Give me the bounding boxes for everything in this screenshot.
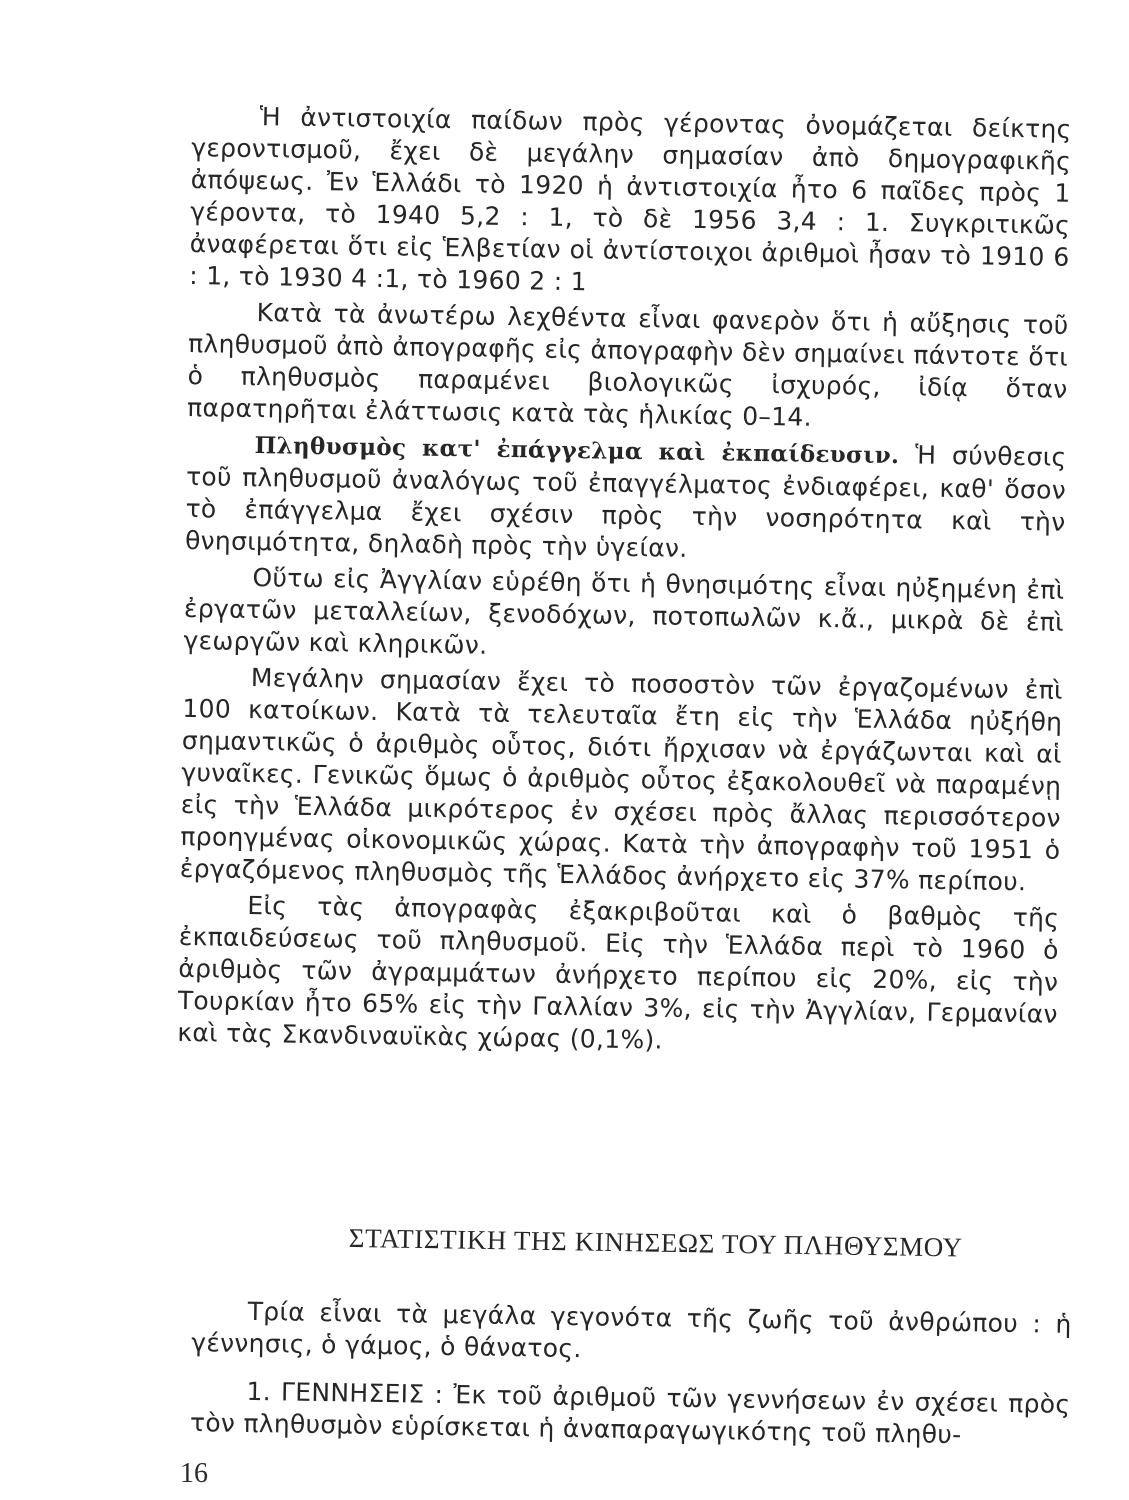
paragraph-education: Εἰς τὰς ἀπογραφὰς ἐξακριβοῦται καὶ ὁ βαθμὸς τῆς ἐκπαιδεύσεως τοῦ πληθυσμοῦ. Εἰς τὴν Ἑλλάδα περὶ τὸ 1960 ὁ ἀριθμὸς τῶν ἀγραμμάτων ἀνήρχετο περίπου εἰς 20%, εἰς τὴν Τουρκίαν ἦτο 65% εἰς τὴν Γαλλίαν 3%, εἰς τὴν Ἀγγλίαν, Γερμανίαν καὶ τὰς Σκανδιναυϊκὰς χώρας (0,1%).: [177, 890, 1060, 1055]
paragraph-dependency-ratio: Ἡ ἀντιστοιχία παίδων πρὸς γέροντας ὀνομάζεται δείκτης γεροντισμοῦ, ἔχει δὲ μεγάλην σημασίαν ἀπὸ δημογραφικῆς ἀπόψεως. Ἐν Ἑλλάδι τὸ 1920 ἡ ἀντιστοιχία ἦτο 6 παῖδες πρὸς 1 γέροντα, τὸ 1940 5,2 : 1, τὸ δὲ 1956 3,4 : 1. Συγκριτικῶς ἀναφέρεται ὅτι εἰς Ἑλβετίαν οἱ ἀντίστοιχοι ἀριθμοὶ ἦσαν τὸ 1910 6 : 1, τὸ 1930 4 :1, τὸ 1960 2 : 1: [189, 102, 1072, 297]
paragraph-births: 1. ΓΕΝΝΗΣΕΙΣ : Ἐκ τοῦ ἀριθμοῦ τῶν γεννήσεων ἐν σχέσει πρὸς τὸν πληθυσμὸν εὑρίσκεται ἡ ἀναπαραγωγικότης τοῦ πληθυ-: [189, 1376, 1071, 1450]
body-text: [177, 100, 1072, 1067]
paragraph-working-population: Μεγάλην σημασίαν ἔχει τὸ ποσοστὸν τῶν ἐργαζομένων ἐπὶ 100 κατοίκων. Κατὰ τὰ τελευταῖα ἔτη εἰς τὴν Ἑλλάδα ηὐξήθη σημαντικῶς ὁ ἀριθμὸς οὗτος, διότι ἤρχισαν νὰ ἐργάζωνται καὶ αἱ γυναῖκες. Γενικῶς ὅμως ὁ ἀριθμὸς οὗτος ἐξακολουθεῖ νὰ παραμένῃ εἰς τὴν Ἑλλάδα μικρότερος ἐν σχέσει πρὸς ἄλλας περισσότερον προηγμένας οἰκονομικῶς χώρας. Κατὰ τὴν ἀπογραφὴν τοῦ 1951 ὁ ἐργαζόμενος πληθυσμὸς τῆς Ἑλλάδος ἀνήρχετο εἰς 37% περίπου.: [179, 662, 1064, 897]
paragraph-life-events: Τρία εἶναι τὰ μεγάλα γεγονότα τῆς ζωῆς τοῦ ἀνθρώπου : ἡ γέννησις, ὁ γάμος, ὁ θάνατος.: [191, 1296, 1072, 1364]
page-number: 16: [180, 1458, 208, 1489]
paragraph-occupation: [185, 428, 1067, 571]
paragraph-population-growth: Κατὰ τὰ ἀνωτέρω λεχθέντα εἶναι φανερὸν ὅτι ἡ αὔξησις τοῦ πληθυσμοῦ ἀπὸ ἀπογραφῆς εἰς ἀπογραφὴν δὲν σημαίνει πάντοτε ὅτι ὁ πληθυσμὸς παραμένει βιολογικῶς ἰσχυρός, ἰδίᾳ ὅταν παρατηρῆται ἐλάττωσις κατὰ τὰς ἡλικίας 0–14.: [186, 298, 1069, 432]
section-heading: ΣΤΑΤΙΣΤΙΚΗ ΤΗΣ ΚΙΝΗΣΕΩΣ ΤΟΥ ΠΛΗΘΥΣΜΟΥ: [348, 1222, 963, 1263]
section-body: [189, 1295, 1071, 1469]
paragraph-occupation-text: Ἡ σύνθεσις τοῦ πληθυσμοῦ ἀναλόγως τοῦ ἐπαγγέλματος ἐνδιαφέρει, καθ' ὅσον τὸ ἐπάγγελμα ἔχει σχέσιν πρὸς τὴν νοσηρότητα καὶ τὴν θνησιμότητα, δηλαδὴ πρὸς τὴν ὑγείαν.: [184, 440, 1067, 563]
paragraph-occupation-heading: Πληθυσμὸς κατ' ἐπάγγελμα καὶ ἐκπαίδευσιν.: [254, 432, 900, 470]
paragraph-england-mortality: Οὕτω εἰς Ἀγγλίαν εὑρέθη ὅτι ἡ θνησιμότης εἶναι ηὐξημένη ἐπὶ ἐργατῶν μεταλλείων, ξενοδόχων, ποτοπωλῶν κ.ἄ., μικρὰ δὲ ἐπὶ γεωργῶν καὶ κληρικῶν.: [183, 563, 1065, 660]
